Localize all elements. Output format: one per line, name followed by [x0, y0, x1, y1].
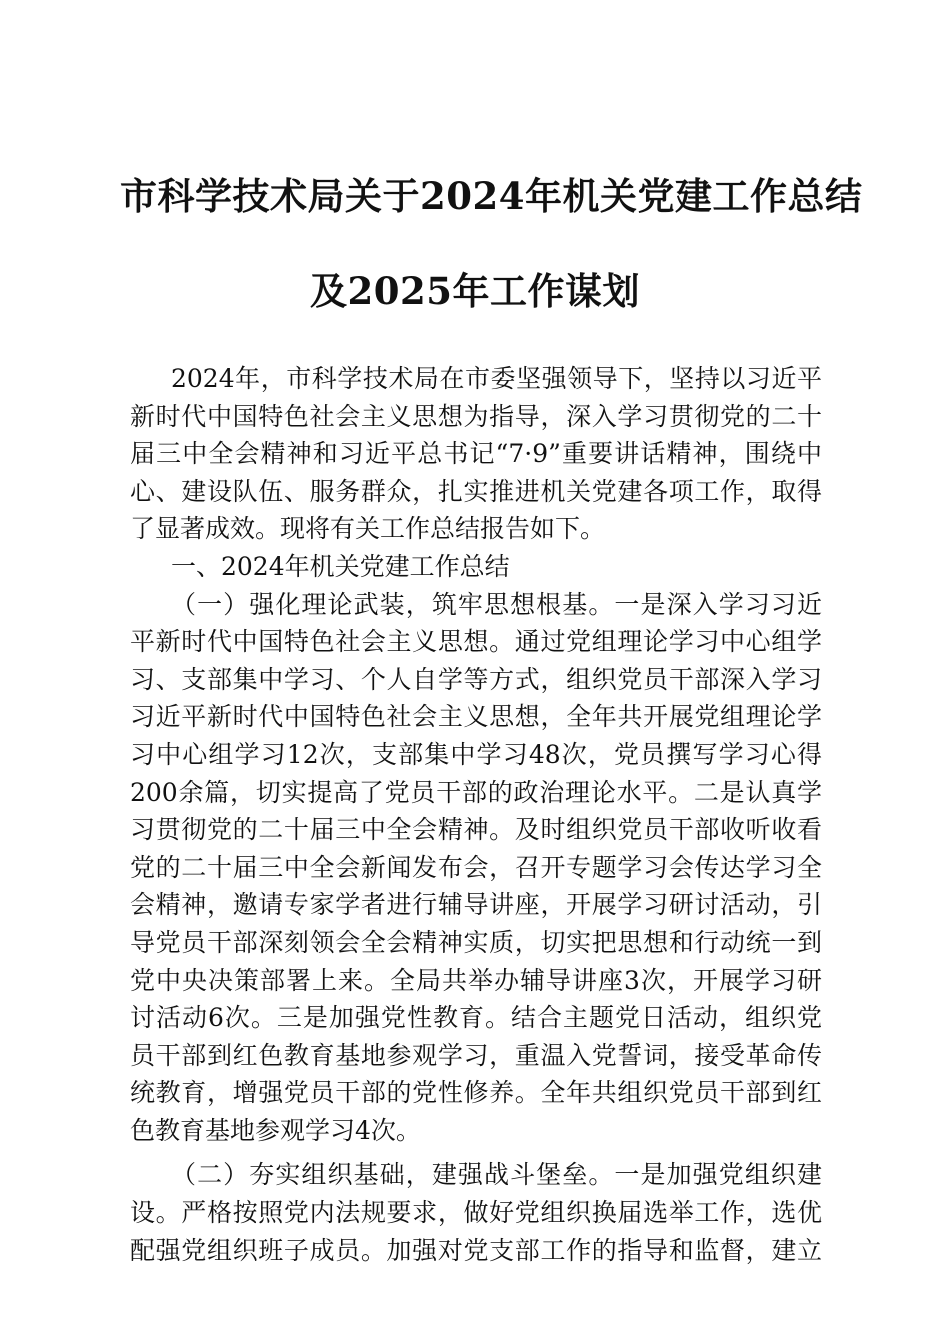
text-line: 届三中全会精神和习近平总书记“7·9”重要讲话精神，围绕中: [130, 439, 822, 469]
document-title-line-1: 市科学技术局关于2024年机关党建工作总结: [120, 174, 863, 218]
text-line: 习近平新时代中国特色社会主义思想，全年共开展党组理论学: [130, 702, 822, 732]
text-line: 习、支部集中学习、个人自学等方式，组织党员干部深入学习: [130, 664, 822, 694]
text-line: 200余篇，切实提高了党员干部的政治理论水平。二是认真学: [130, 777, 822, 807]
section-heading: 一、2024年机关党建工作总结: [171, 551, 510, 581]
text-line: 2024年，市科学技术局在市委坚强领导下，坚持以习近平: [171, 364, 822, 393]
text-line: 员干部到红色教育基地参观学习，重温入党誓词，接受革命传: [130, 1040, 822, 1070]
text-line: 平新时代中国特色社会主义思想。通过党组理论学习中心组学: [130, 627, 822, 657]
text-line: 讨活动6次。三是加强党性教育。结合主题党日活动，组织党: [130, 1003, 822, 1033]
document-body: [130, 360, 822, 1269]
text-line: （二）夯实组织基础，建强战斗堡垒。一是加强党组织建: [171, 1160, 822, 1190]
text-line: 导党员干部深刻领会全会精神实质，切实把思想和行动统一到: [130, 927, 822, 957]
text-line: 会精神，邀请专家学者进行辅导讲座，开展学习研讨活动，引: [130, 890, 822, 920]
text-line: 配强党组织班子成员。加强对党支部工作的指导和监督，建立: [130, 1235, 822, 1265]
text-line: 党中央决策部署上来。全局共举办辅导讲座3次，开展学习研: [130, 965, 822, 995]
text-line: 心、建设队伍、服务群众，扎实推进机关党建各项工作，取得: [130, 476, 822, 506]
paragraph-gap: [130, 1149, 822, 1156]
text-line: 党的二十届三中全会新闻发布会，召开专题学习会传达学习全: [130, 852, 822, 882]
text-line: 习贯彻党的二十届三中全会精神。及时组织党员干部收听收看: [130, 815, 822, 845]
document-title-line-2: 及2025年工作谋划: [310, 269, 640, 313]
text-line: 设。严格按照党内法规要求，做好党组织换届选举工作，选优: [130, 1198, 822, 1228]
text-line: 色教育基地参观学习4次。: [130, 1115, 421, 1145]
text-line: 了显著成效。现将有关工作总结报告如下。: [130, 514, 606, 544]
text-line: 统教育，增强党员干部的党性修养。全年共组织党员干部到红: [130, 1078, 822, 1108]
text-line: 习中心组学习12次，支部集中学习48次，党员撰写学习心得: [130, 739, 822, 769]
text-line: 新时代中国特色社会主义思想为指导，深入学习贯彻党的二十: [130, 401, 822, 431]
text-line: （一）强化理论武装，筑牢思想根基。一是深入学习习近: [171, 589, 822, 619]
